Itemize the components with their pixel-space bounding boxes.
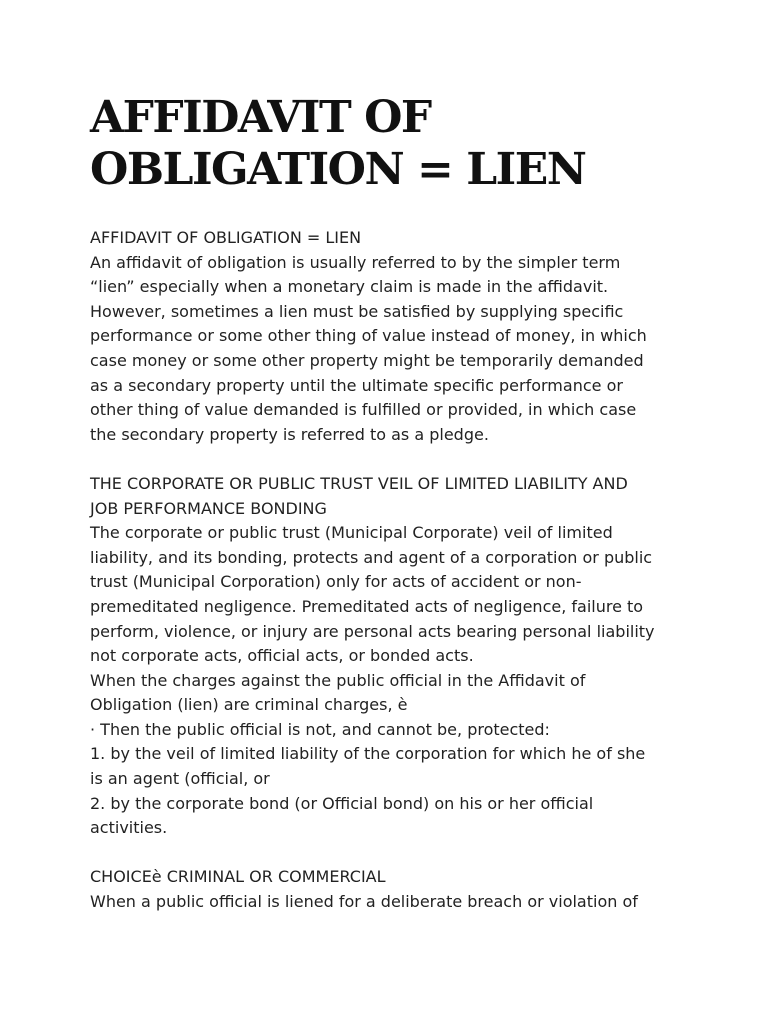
list-item: activities. [90, 818, 168, 838]
paragraph-line: premeditated negligence. Premeditated acts of negligence, failure to [90, 596, 644, 616]
paragraph-line: An affidavit of obligation is usually referred to by the simpler term [90, 252, 621, 272]
paragraph-line: perform, violence, or injury are personal acts bearing personal liability [90, 621, 655, 641]
list-item: 2. by the corporate bond (or Official bond) on his or her official [90, 793, 594, 813]
paragraph-line: as a secondary property until the ultimate specific performance or [90, 375, 623, 395]
paragraph-line: not corporate acts, official acts, or bonded acts. [90, 646, 474, 666]
list-item: 1. by the veil of limited liability of the corporation for which he of she [90, 744, 646, 764]
paragraph-line: the secondary property is referred to as a pledge. [90, 424, 489, 444]
document-body [90, 226, 680, 915]
paragraph-line: However, sometimes a lien must be satisfied by supplying specific [90, 301, 624, 321]
section-heading: THE CORPORATE OR PUBLIC TRUST VEIL OF LIMITED LIABILITY AND [90, 473, 628, 493]
list-item: is an agent (official, or [90, 769, 270, 789]
paragraph-line: The corporate or public trust (Municipal Corporate) veil of limited [90, 523, 613, 543]
document-page [90, 92, 680, 915]
document-title [90, 92, 680, 196]
title-line: OBLIGATION = LIEN [90, 144, 586, 195]
paragraph-line: case money or some other property might be temporarily demanded [90, 350, 644, 370]
paragraph-line: liability, and its bonding, protects and agent of a corporation or public [90, 547, 653, 567]
paragraph-line: When the charges against the public official in the Affidavit of [90, 670, 586, 690]
paragraph-line: performance or some other thing of value instead of money, in which [90, 326, 647, 346]
paragraph-line: trust (Municipal Corporation) only for acts of accident or non- [90, 572, 582, 592]
section-heading: AFFIDAVIT OF OBLIGATION = LIEN [90, 228, 362, 247]
paragraph-line: Obligation (lien) are criminal charges, è [90, 695, 408, 715]
section-heading: CHOICEè CRIMINAL OR COMMERCIAL [90, 867, 386, 887]
paragraph-spacer [90, 447, 680, 472]
title-line: AFFIDAVIT OF [90, 92, 431, 143]
paragraph-line: When a public official is liened for a deliberate breach or violation of [90, 892, 638, 912]
bullet-line: · Then the public official is not, and cannot be, protected: [90, 719, 550, 739]
paragraph-line: other thing of value demanded is fulfilled or provided, in which case [90, 400, 637, 420]
section-heading: JOB PERFORMANCE BONDING [90, 498, 327, 518]
paragraph-spacer [90, 841, 680, 866]
paragraph-line: “lien” especially when a monetary claim is made in the affidavit. [90, 277, 609, 297]
